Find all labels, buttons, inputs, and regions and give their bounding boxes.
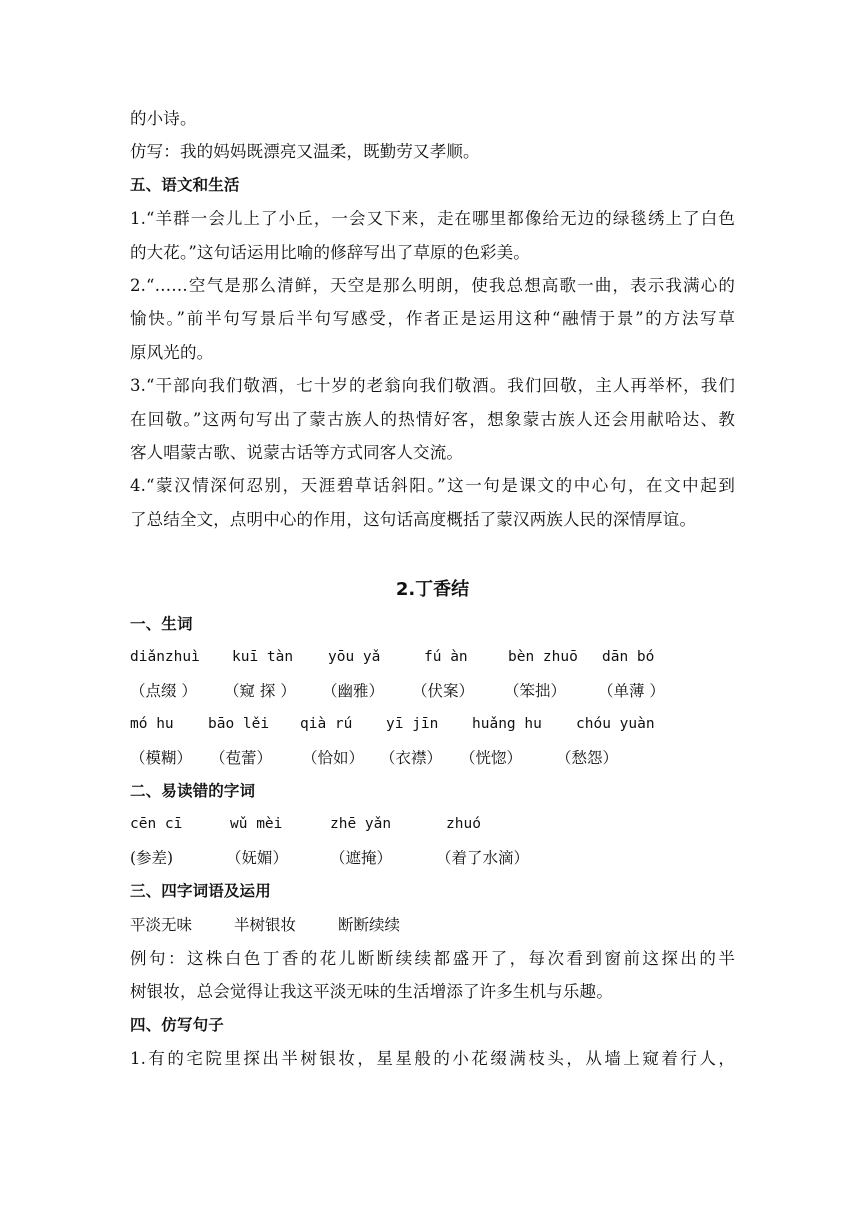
- word: （遮掩）: [330, 848, 393, 867]
- idiom-row: [130, 909, 735, 942]
- word: （妩媚）: [226, 848, 289, 867]
- word: （伏案）: [412, 681, 475, 700]
- section-heading: 四、仿写句子: [130, 1015, 224, 1034]
- word: (参差): [130, 848, 174, 867]
- pinyin: yōu yǎ: [328, 649, 381, 666]
- word: （窥 探 ）: [224, 681, 296, 700]
- text-line: 愉快。”前半句写景后半句写感受，作者正是运用这种“融情于景”的方法写草: [130, 309, 735, 329]
- section-heading: 一、生词: [130, 615, 193, 634]
- text-line: 客人唱蒙古歌、说蒙古话等方式同客人交流。: [130, 442, 463, 462]
- pinyin: huǎng hu: [472, 716, 542, 733]
- section-heading: 二、易读错的字词: [130, 782, 256, 801]
- pinyin: chóu yuàn: [576, 716, 655, 733]
- pinyin: zhē yǎn: [330, 816, 392, 833]
- pinyin-row: [130, 708, 735, 741]
- text-line: 的大花。”这句话运用比喻的修辞写出了草原的色彩美。: [130, 242, 530, 262]
- idiom: 平淡无味: [130, 915, 193, 934]
- word: （模糊）: [130, 748, 193, 767]
- pinyin: cēn cī: [130, 816, 183, 833]
- lesson-title: 2.丁香结: [395, 579, 470, 601]
- text-line: 树银妆，总会觉得让我这平淡无味的生活增添了许多生机与乐趣。: [130, 982, 613, 1002]
- word: （恍惚）: [460, 748, 523, 767]
- word: （点缀 ）: [130, 681, 197, 700]
- text-line: 的小诗。: [130, 109, 197, 128]
- word: （幽雅）: [322, 681, 385, 700]
- text-line: 1.有的宅院里探出半树银妆，星星般的小花缀满枝头，从墙上窥着行人，: [130, 1049, 735, 1069]
- pinyin: dān bó: [602, 649, 655, 666]
- pinyin: mó hu: [130, 716, 174, 733]
- pinyin: bèn zhuō: [508, 649, 578, 666]
- pinyin: kuī tàn: [232, 649, 294, 666]
- word: （单薄 ）: [598, 681, 665, 700]
- idiom: 半树银妆: [234, 915, 297, 934]
- idiom: 断断续续: [338, 915, 401, 934]
- pinyin: qià rú: [300, 716, 353, 733]
- word-row: [130, 675, 735, 708]
- word: （愁怨）: [556, 748, 619, 767]
- word-row: [130, 742, 735, 775]
- pinyin-row: [130, 641, 735, 674]
- word: （衣襟）: [380, 748, 443, 767]
- text-line: 2.“……空气是那么清鲜，天空是那么明朗，使我总想高歌一曲，表示我满心的: [130, 275, 735, 295]
- pinyin: wǔ mèi: [230, 816, 283, 833]
- pinyin: zhuó: [446, 816, 481, 833]
- pinyin-row: [130, 808, 735, 841]
- text-line: 仿写：我的妈妈既漂亮又温柔，既勤劳又孝顺。: [130, 142, 480, 162]
- text-line: 例句：这株白色丁香的花儿断断续续都盛开了，每次看到窗前这探出的半: [130, 948, 735, 968]
- text-line: 3.“干部向我们敬酒，七十岁的老翁向我们敬酒。我们回敬，主人再举杯，我们: [130, 376, 735, 396]
- pinyin: bāo lěi: [208, 716, 270, 733]
- document-page: [130, 102, 735, 1076]
- pinyin: fú àn: [424, 649, 468, 666]
- pinyin: diǎnzhuì: [130, 649, 200, 666]
- section-heading: 三、四字词语及运用: [130, 882, 271, 901]
- section-heading: 五、语文和生活: [130, 175, 240, 194]
- pinyin: yī jīn: [386, 716, 439, 733]
- word-row: [130, 842, 735, 875]
- word: （恰如）: [302, 748, 365, 767]
- word: （笨拙）: [504, 681, 567, 700]
- text-line: 原风光的。: [130, 342, 214, 362]
- word: （苞蕾）: [210, 748, 273, 767]
- word: （着了水滴）: [436, 848, 530, 867]
- text-line: 在回敬。”这两句写出了蒙古族人的热情好客，想象蒙古族人还会用献哈达、教: [130, 409, 735, 429]
- text-line: 4.“蒙汉情深何忍别，天涯碧草话斜阳。”这一句是课文的中心句，在文中起到: [130, 476, 735, 496]
- text-line: 了总结全文，点明中心的作用，这句话高度概括了蒙汉两族人民的深情厚谊。: [130, 509, 697, 529]
- text-line: 1.“羊群一会儿上了小丘，一会又下来，走在哪里都像给无边的绿毯绣上了白色: [130, 209, 735, 229]
